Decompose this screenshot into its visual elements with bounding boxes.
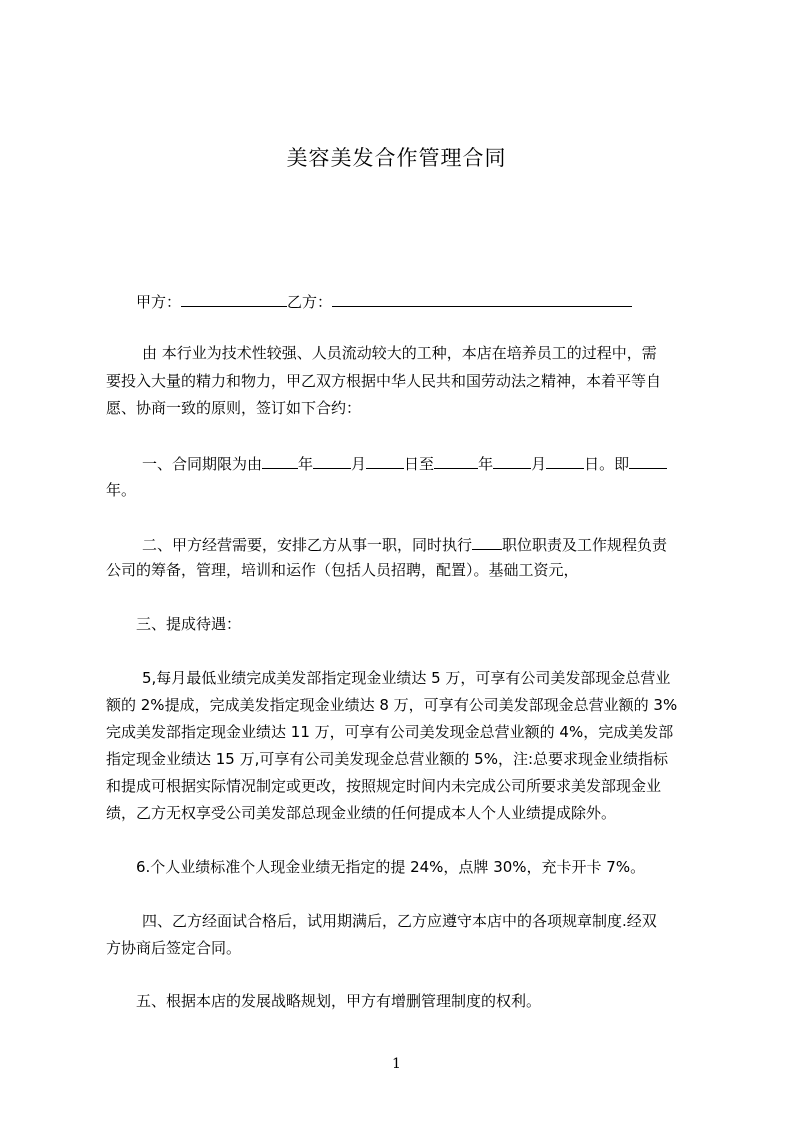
parties-line — [136, 290, 632, 312]
term-line — [142, 452, 667, 474]
term-prefix: 一、合同期限为由 — [142, 455, 263, 473]
section3-line-4: 指定现金业绩达 15 万,可享有公司美发现金总营业额的 5%，注:总要求现金业绩指标 — [106, 750, 669, 768]
term-month-2: 月 — [531, 455, 547, 473]
term-year-2: 年 — [478, 455, 494, 473]
term-blank-start-year — [262, 452, 298, 469]
party-b-blank — [332, 290, 632, 307]
term-tail: 年。 — [106, 481, 137, 499]
intro-line-3: 愿、协商一致的原则，签订如下合约： — [106, 399, 362, 417]
page-number: 1 — [392, 1056, 401, 1072]
term-day-end: 日。即 — [584, 455, 630, 473]
section4-line-1: 四、乙方经面试合格后，试用期满后，乙方应遵守本店中的各项规章制度.经双 — [142, 912, 657, 930]
party-a-label: 甲方： — [136, 293, 182, 311]
party-a-blank — [181, 290, 287, 307]
section5: 五、根据本店的发展战略规划，甲方有增删管理制度的权利。 — [136, 992, 542, 1010]
term-blank-end-day — [546, 452, 584, 469]
intro-line-1: 由 本行业为技术性较强、人员流动较大的工种，本店在培养员工的过程中，需 — [142, 344, 657, 362]
term-blank-end-month — [493, 452, 531, 469]
term-year-1: 年 — [298, 455, 314, 473]
section3-line-2: 额的 2%提成，完成美发指定现金业绩达 8 万，可享有公司美发部现金总营业额的 3% — [106, 696, 678, 714]
section4-line-2: 方协商后签定合同。 — [106, 939, 242, 957]
section2-line-2: 公司的筹备，管理，培训和运作（包括人员招聘，配置）。基础工资元， — [106, 561, 579, 579]
term-blank-start-day — [366, 452, 404, 469]
section2-blank — [472, 533, 502, 550]
section3-line-6: 绩，乙方无权享受公司美发部总现金业绩的任何提成本人个人业绩提成除外。 — [106, 804, 617, 822]
term-blank-years — [629, 452, 667, 469]
section2-line-1 — [142, 533, 667, 555]
term-month-1: 月 — [351, 455, 367, 473]
section3-title: 三、提成待遇： — [136, 615, 242, 633]
section2-prefix: 二、甲方经营需要，安排乙方从事一职，同时执行 — [142, 536, 473, 554]
section3-line-3: 完成美发部指定现金业绩达 11 万，可享有公司美发现金总营业额的 4%，完成美发部 — [106, 723, 674, 741]
term-blank-start-month — [313, 452, 351, 469]
item-6: 6.个人业绩标准个人现金业绩无指定的提 24%，点牌 30%，充卡开卡 7%。 — [136, 858, 646, 876]
term-blank-end-year — [434, 452, 478, 469]
intro-line-2: 要投入大量的精力和物力，甲乙双方根据中华人民共和国劳动法之精神，本着平等自 — [106, 372, 662, 390]
section3-line-5: 和提成可根据实际情况制定或更改，按照规定时间内未完成公司所要求美发部现金业 — [106, 777, 662, 795]
term-day-to: 日至 — [404, 455, 435, 473]
document-title: 美容美发合作管理合同 — [286, 146, 507, 170]
section2-suffix: 职位职责及工作规程负责 — [502, 536, 668, 554]
section3-line-1: 5,每月最低业绩完成美发部指定现金业绩达 5 万，可享有公司美发部现金总营业 — [142, 669, 671, 687]
party-b-label: 乙方： — [287, 293, 333, 311]
